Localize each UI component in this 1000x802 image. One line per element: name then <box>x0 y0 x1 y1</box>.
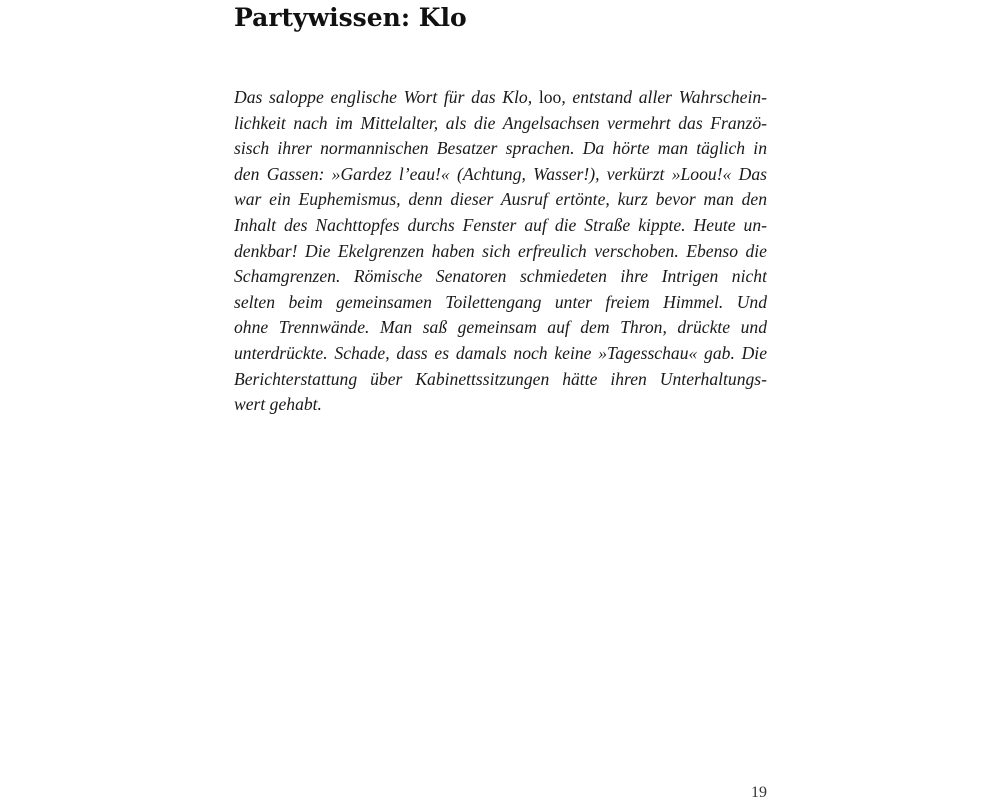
paragraph-line <box>234 239 767 265</box>
paragraph-line <box>234 264 767 290</box>
line-text: den Gassen: »Gardez l’eau!« (Achtung, Wasser!), verkürzt »Loou!« Das <box>234 163 767 184</box>
loo-word: loo <box>538 87 562 107</box>
paragraph-line <box>234 290 767 316</box>
paragraph-line <box>234 162 767 188</box>
paragraph-last-line <box>234 392 767 418</box>
page-number: 19 <box>751 784 767 801</box>
line-text: wert gehabt. <box>234 394 322 415</box>
line-text: Inhalt des Nachttopfes durchs Fenster auf die Straße kippte. Heute un- <box>234 214 767 235</box>
paragraph-line <box>234 85 767 111</box>
line-text: , entstand aller Wahrschein- <box>561 87 767 107</box>
paragraph-line <box>234 111 767 137</box>
line-text: selten beim gemeinsamen Toilettengang unter freiem Himmel. Und <box>234 291 767 312</box>
body-paragraph <box>234 85 767 418</box>
line-text: Das saloppe englische Wort für das Klo, <box>234 87 539 107</box>
paragraph-line <box>234 187 767 213</box>
line-text: sisch ihrer normannischen Besatzer sprachen. Da hörte man täglich in <box>234 138 767 159</box>
line-text: unterdrückte. Schade, dass es damals noch keine »Tagesschau« gab. Die <box>234 342 767 363</box>
line-text: denkbar! Die Ekelgrenzen haben sich erfreulich verschoben. Ebenso die <box>234 240 767 261</box>
line-text: ohne Trennwände. Man saß gemeinsam auf dem Thron, drückte und <box>234 317 767 338</box>
line-text: Schamgrenzen. Römische Senatoren schmiedeten ihre Intrigen nicht <box>234 266 767 287</box>
paragraph-line <box>234 367 767 393</box>
line-text: Berichterstattung über Kabinettssitzungen hätte ihren Unterhaltungs- <box>234 368 767 389</box>
line-text: lichkeit nach im Mittelalter, als die Angelsachsen vermehrt das Franzö- <box>234 112 767 133</box>
paragraph-line <box>234 213 767 239</box>
book-page <box>234 0 767 800</box>
line-text: war ein Euphemismus, denn dieser Ausruf ertönte, kurz bevor man den <box>234 189 767 210</box>
paragraph-line <box>234 341 767 367</box>
section-heading: Partywissen: Klo <box>234 3 467 32</box>
paragraph-line <box>234 315 767 341</box>
paragraph-line <box>234 136 767 162</box>
